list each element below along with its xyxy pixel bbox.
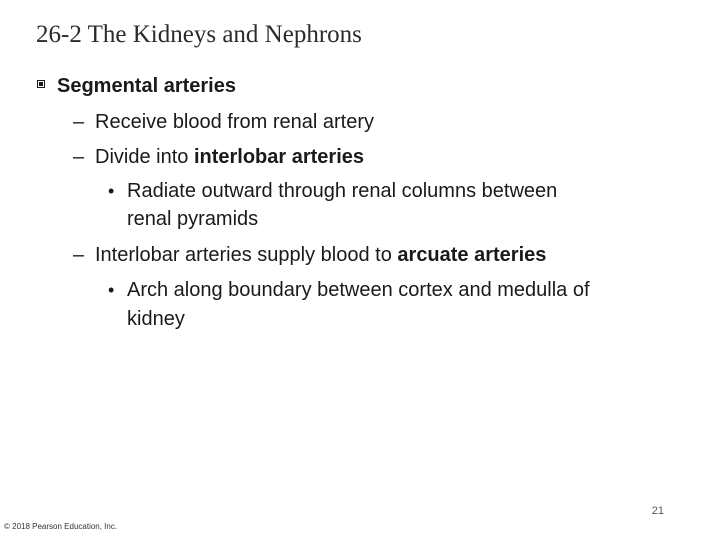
bullet-text-prefix: Interlobar arteries supply blood to (95, 244, 398, 266)
bullet-text-bold: arcuate arteries (397, 244, 547, 266)
dash-bullet-icon: – (73, 244, 85, 266)
bullet-arch-line2: kidney (127, 308, 185, 330)
slide-title: 26-2 The Kidneys and Nephrons (36, 21, 362, 48)
bullet-receive-blood: Receive blood from renal artery (95, 111, 375, 133)
dash-bullet-icon: – (73, 146, 85, 168)
bullet-l1-text: Segmental arteries (57, 75, 236, 97)
bullet-text-prefix: Divide into (95, 146, 194, 168)
page-number: 21 (651, 505, 664, 517)
dot-bullet-icon: • (108, 181, 115, 201)
square-bullet-icon (37, 80, 47, 90)
dash-bullet-icon: – (73, 111, 85, 133)
bullet-radiate-line2: renal pyramids (127, 208, 259, 230)
bullet-text-bold: interlobar arteries (193, 146, 365, 168)
copyright-notice: © 2018 Pearson Education, Inc. (4, 522, 118, 531)
bullet-divide-into (95, 141, 364, 173)
dot-bullet-icon: • (108, 280, 115, 300)
bullet-segmental-arteries (57, 70, 236, 102)
bullet-radiate-line1: Radiate outward through renal columns between (127, 180, 558, 202)
bullet-arch-line1: Arch along boundary between cortex and medulla of (127, 279, 590, 301)
bullet-interlobar-supply (95, 239, 546, 271)
